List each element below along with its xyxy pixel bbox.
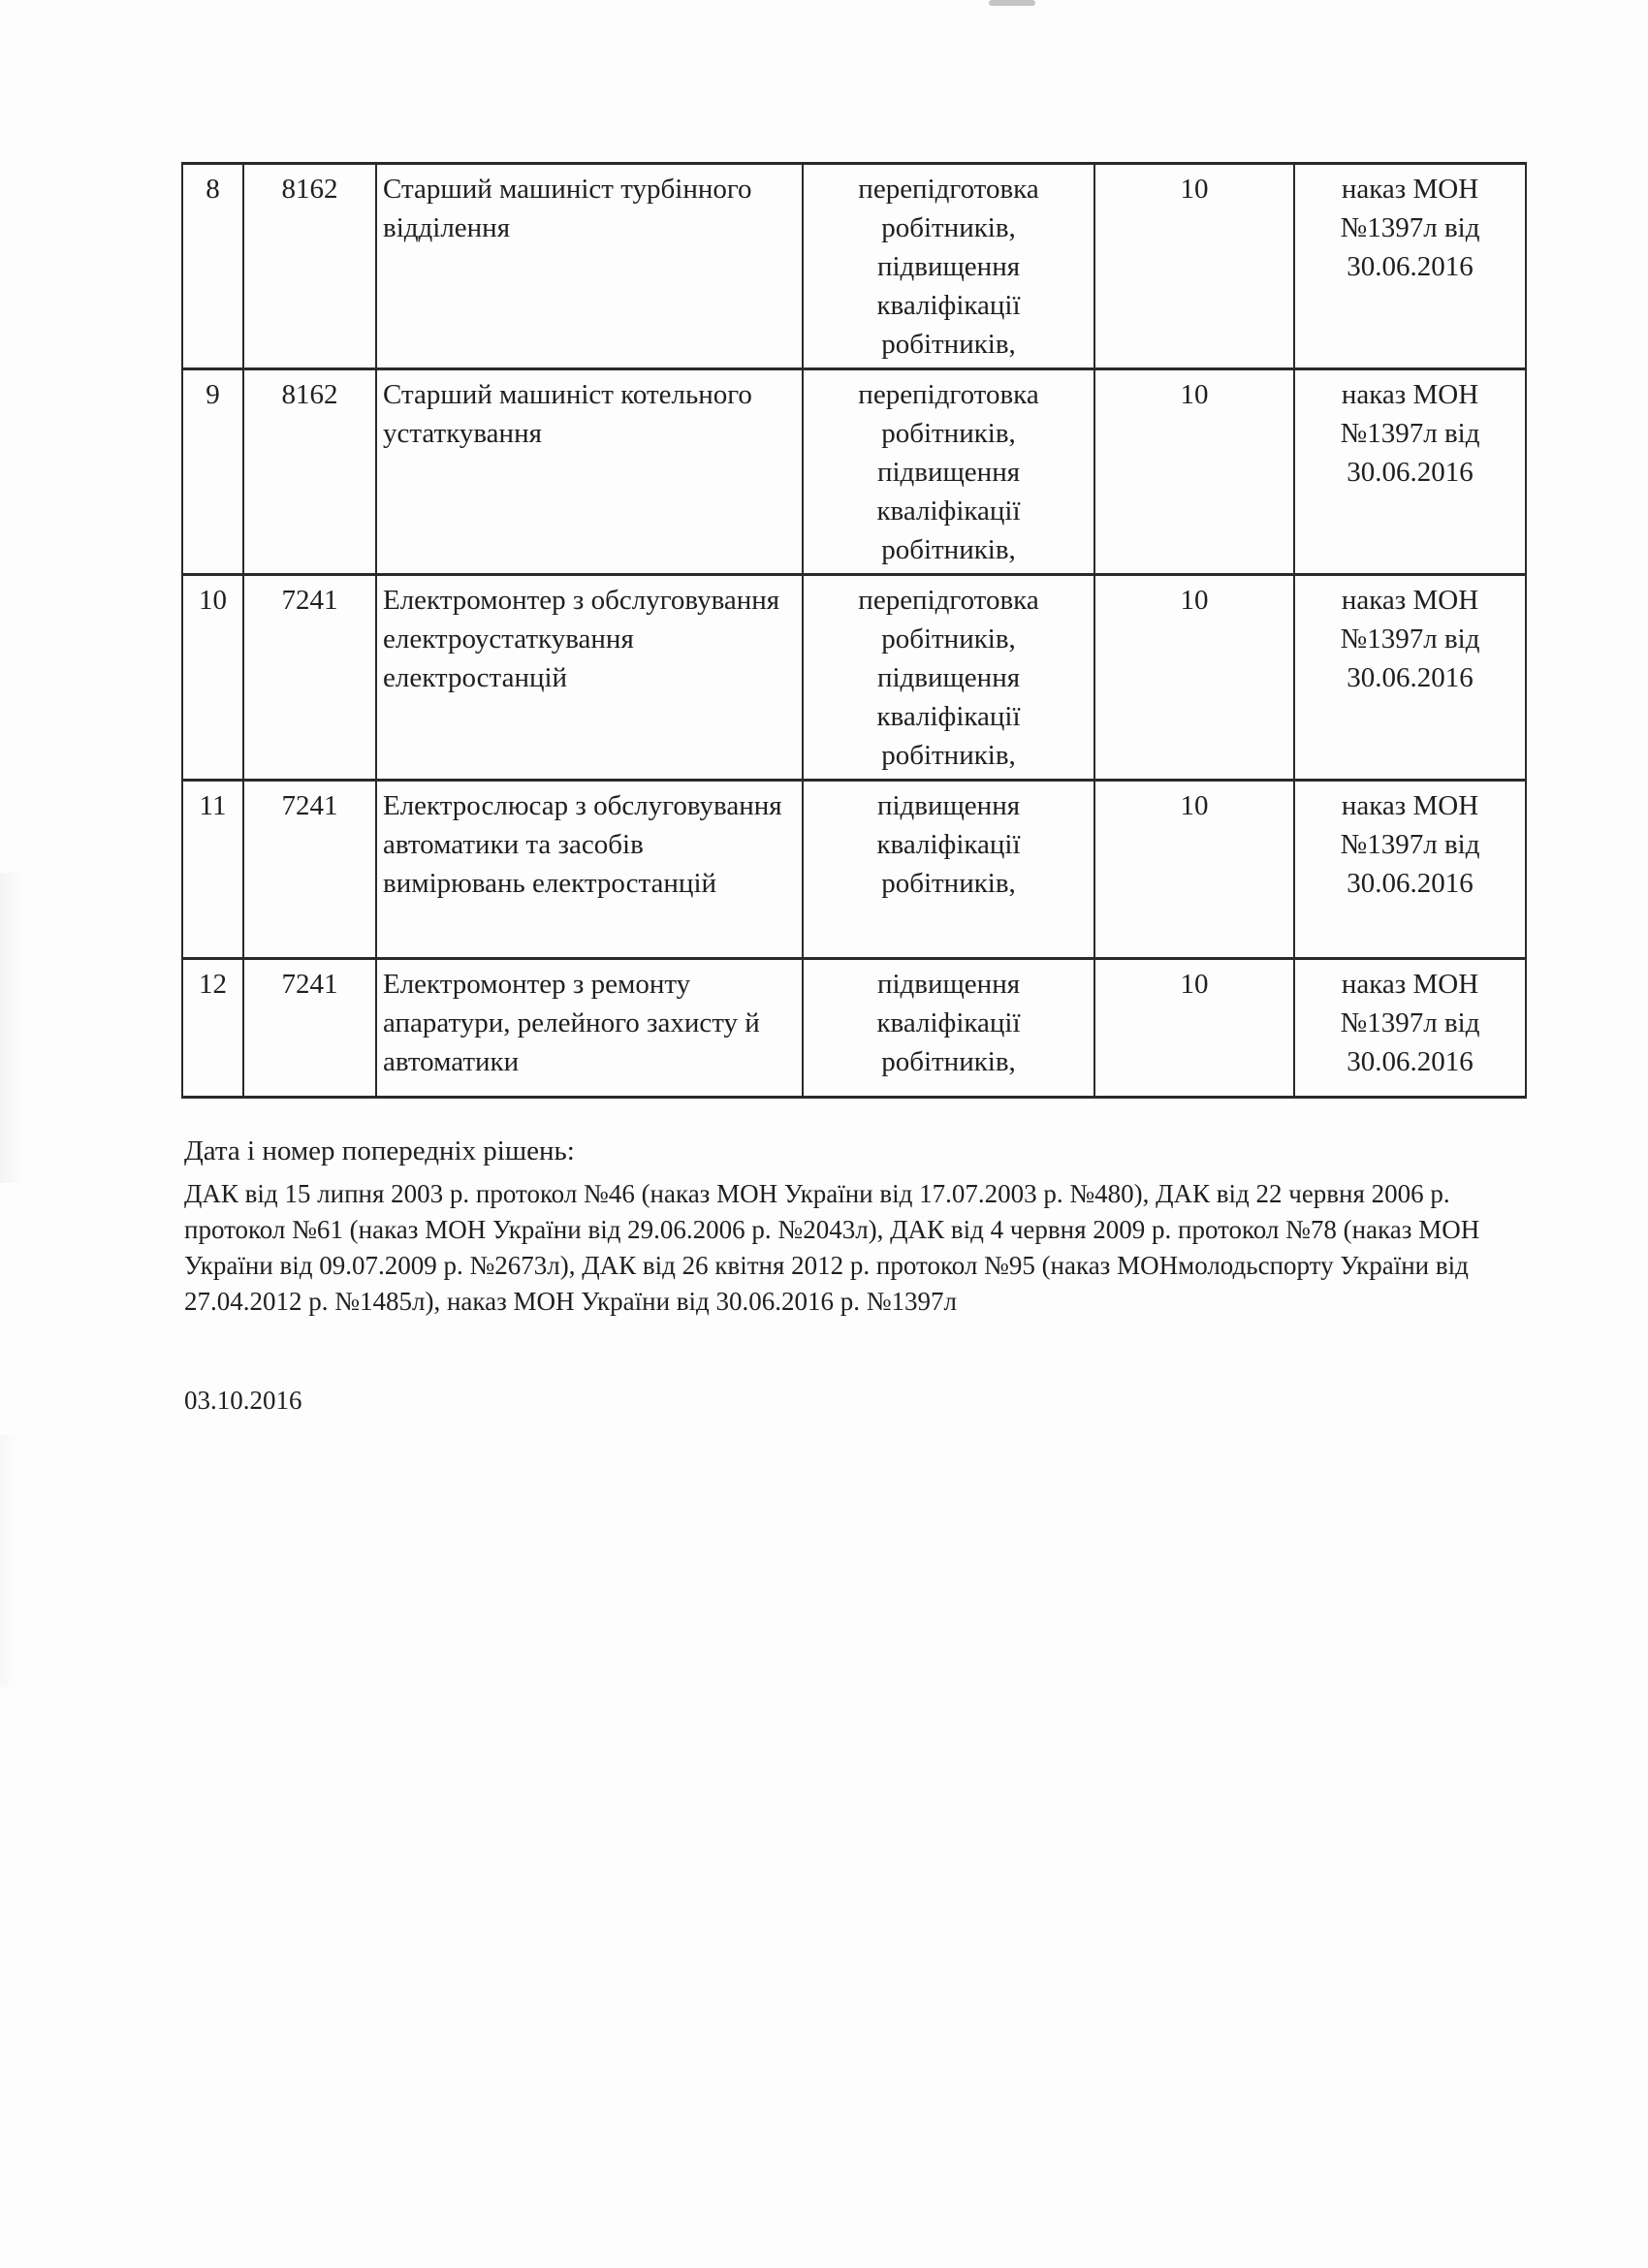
profession-code-cell: 7241 (243, 781, 376, 959)
scan-smudge (989, 0, 1035, 6)
licensing-table (181, 162, 1527, 1099)
license-volume-cell: 10 (1094, 164, 1294, 369)
profession-code-cell: 8162 (243, 369, 376, 575)
previous-decisions-text: ДАК від 15 липня 2003 р. протокол №46 (наказ МОН України від 17.07.2003 р. №480), ДАК від 22 червня 2006 р. протокол №61 (наказ МОН України від 29.06.2006 р. №2043л), ДАК від 4 червня 2009 р. протокол №78 (наказ МОН України від 09.07.2009 р. №2673л), ДАК від 26 квітня 2012 р. протокол №95 (наказ МОНмолодьспорту України від 27.04.2012 р. №1485л), наказ МОН України від 30.06.2016 р. №1397л (184, 1179, 1480, 1316)
table-row (182, 781, 1526, 959)
training-type-cell: перепідготовка робітників, підвищення кваліфікації робітників, (803, 369, 1094, 575)
profession-code-cell: 7241 (243, 575, 376, 781)
profession-code-cell: 7241 (243, 959, 376, 1098)
license-volume-cell: 10 (1094, 959, 1294, 1098)
row-number-cell: 9 (182, 369, 243, 575)
table-row (182, 164, 1526, 369)
scan-smudge (0, 873, 25, 1183)
order-reference-cell: наказ МОН №1397л від 30.06.2016 (1294, 781, 1526, 959)
order-reference-cell: наказ МОН №1397л від 30.06.2016 (1294, 369, 1526, 575)
license-volume-cell: 10 (1094, 369, 1294, 575)
license-volume-cell: 10 (1094, 781, 1294, 959)
previous-decisions-label: Дата і номер попередніх рішень: (184, 1135, 575, 1166)
table-row (182, 369, 1526, 575)
document-date: 03.10.2016 (184, 1386, 302, 1415)
row-number-cell: 12 (182, 959, 243, 1098)
training-type-cell: підвищення кваліфікації робітників, (803, 959, 1094, 1098)
order-reference-cell: наказ МОН №1397л від 30.06.2016 (1294, 959, 1526, 1098)
profession-title-cell: Електрослюсар з обслуговування автоматики та засобів вимірювань електростанцій (376, 781, 803, 959)
profession-title-cell: Електромонтер з обслуговування електроустаткування електростанцій (376, 575, 803, 781)
training-type-cell: підвищення кваліфікації робітників, (803, 781, 1094, 959)
profession-code-cell: 8162 (243, 164, 376, 369)
training-type-cell: перепідготовка робітників, підвищення кваліфікації робітників, (803, 164, 1094, 369)
profession-title-cell: Електромонтер з ремонту апаратури, релейного захисту й автоматики (376, 959, 803, 1098)
scan-smudge (0, 1435, 19, 1687)
profession-title-cell: Старший машиніст турбінного відділення (376, 164, 803, 369)
table-row (182, 575, 1526, 781)
table-row (182, 959, 1526, 1098)
order-reference-cell: наказ МОН №1397л від 30.06.2016 (1294, 164, 1526, 369)
row-number-cell: 11 (182, 781, 243, 959)
training-type-cell: перепідготовка робітників, підвищення кваліфікації робітників, (803, 575, 1094, 781)
row-number-cell: 10 (182, 575, 243, 781)
row-number-cell: 8 (182, 164, 243, 369)
profession-title-cell: Старший машиніст котельного устаткування (376, 369, 803, 575)
order-reference-cell: наказ МОН №1397л від 30.06.2016 (1294, 575, 1526, 781)
license-volume-cell: 10 (1094, 575, 1294, 781)
